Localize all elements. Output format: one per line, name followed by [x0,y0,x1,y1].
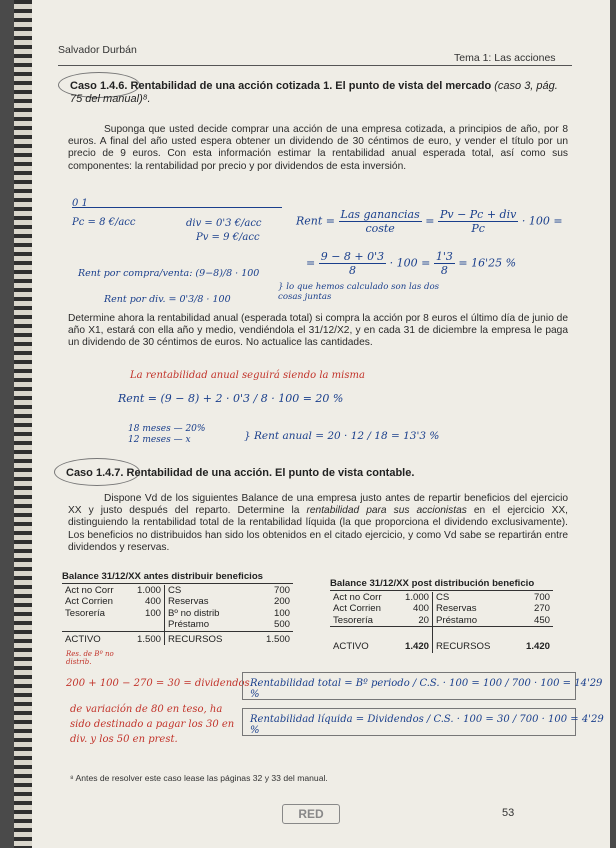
hand-pc: Pc = 8 €/acc [72,217,136,228]
balance-before-title: Balance 31/12/XX antes distribuir beneficios [62,571,293,584]
author-header: Salvador Durbán [58,44,137,56]
hand-rent-anual: } Rent anual = 20 · 12 / 18 = 13'3 % [244,430,440,442]
hand-frac-pv: $\frac{\text{Pv − Pc + div}}{Pc}$ [439,208,517,235]
hand-rule-of-three: 18 meses — 20% 12 meses — x [128,424,206,445]
page-number: 53 [502,807,515,819]
chapter-header: Tema 1: Las acciones [454,52,556,64]
hand-small-red-note: Res. de Bº no distrib. [66,650,114,666]
case-146-title [70,80,570,106]
hand-div: div = 0'3 €/acc [186,218,262,229]
table-row: Act no Corr 1.000 CS 700 [65,585,290,596]
header-rule [58,65,572,66]
hand-pv: Pv = 9 €/acc [196,232,260,243]
publisher-logo: RED [282,804,340,824]
hand-rent-label: Rent = [296,214,336,228]
hand-frac-result2: $\frac{1'3}{8}$ [435,250,453,277]
hand-rent-price: Rent por compra/venta: (9−8)/8 · 100 [78,268,260,279]
hand-explanation: de variación de 80 en teso, ha sido destinado a pagar los 30 en div. y los 50 en prest. [70,704,235,745]
hand-result-16-25: = 16'25 % [458,256,517,270]
document-page [14,0,610,848]
table-row: Préstamo 500 [62,619,293,631]
hand-frac-result1: $\frac{9 - 8 + 0'3}{8}$ [320,250,385,277]
case-146-title-text: Caso 1.4.6. Rentabilidad de una acción cotizada 1. El punto de vista del mercado [70,80,492,92]
balance-after [330,578,553,653]
hand-timeline-start: 0 1 [72,198,88,209]
hand-rent-formula: Rent = $\frac{\text{Las ganancias}}{\text{coste}}$ = $\frac{\text{Pv − Pc + div}}{Pc}$ · 100 = [296,208,563,235]
table-row: Tesorería 20 Préstamo 450 [333,614,550,626]
case-147-title: Caso 1.4.7. Rentabilidad de una acción. El punto de vista contable. [66,467,415,479]
hand-rent2-formula: Rent = (9 − 8) + 2 · 0'3 / 8 · 100 = 20 % [118,392,344,405]
spiral-binding [14,0,32,848]
hand-rent-total: Rentabilidad total = Bº periodo / C.S. · 100 = 100 / 700 · 100 = 14'29 % [250,678,603,700]
table-row: Act Corrien 400 Reservas 200 [65,596,290,608]
balance-after-table [330,592,553,653]
case-147-statement: Dispone Vd de los siguientes Balance de una empresa justo antes de repartir beneficios del ejercicio XX y justo después del reparto. Determine la rentabilidad para sus accionistas en el ejercicio XX, distinguiendo la rentabilidad total de la rentabilidad líquida (la que proporciona el dividendo exclusivamente). Los beneficios no distribuidos han sido los obtenidos en el citado ejercicio, y como Vd sabe se repartirán entre dividendos y reservas. [68,493,568,553]
case-146-question-2: Determine ahora la rentabilidad anual (esperada total) si compra la acción por 8 euros el último día de junio de año X1, estará con ella año y medio, vendiéndola el 31/12/X2, y en cada 31 de diciembre la empresa le paga un dividendo de 30 céntimos de euros. No actualice las cantidades. [68,313,568,349]
table-row-total: ACTIVO 1.420 RECURSOS 1.420 [330,627,553,653]
balance-after-title: Balance 31/12/XX post distribución beneficio [330,578,553,591]
balance-before-table [62,585,293,645]
balance-before [62,571,293,645]
hand-calc-dividends: 200 + 100 − 270 = 30 = dividendos [66,678,250,689]
hand-red-note: La rentabilidad anual seguirá siendo la misma [130,370,365,381]
table-row: Act Corrien 400 Reservas 270 [333,603,550,615]
hand-rent-liquida: Rentabilidad líquida = Dividendos / C.S. · 100 = 30 / 700 · 100 = 4'29 % [250,714,604,736]
hand-note-sum: } lo que hemos calculado son las dos cosas juntas [278,282,440,302]
table-row: Act no Corr 1.000 CS 700 [333,592,550,603]
hand-frac-gain: $\frac{\text{Las ganancias}}{\text{coste}}$ [340,208,420,235]
hand-timeline-line [72,207,282,208]
hand-rent-div: Rent por div. = 0'3/8 · 100 [104,294,231,305]
table-row: Tesorería 100 Bº no distrib 100 [65,607,290,619]
table-row-total: ACTIVO 1.500 RECURSOS 1.500 [62,631,293,645]
hand-rent-result: = $\frac{9 - 8 + 0'3}{8}$ · 100 = $\frac{1'3}{8}$ = 16'25 % [306,250,517,277]
footnote: ⁸ Antes de resolver este caso lease las páginas 32 y 33 del manual. [70,773,328,783]
case-146-title-ref: (caso 3, pág. 75 del manual)⁸. [70,80,558,105]
case-146-statement: Suponga que usted decide comprar una acción de una empresa cotizada, a principios de año, por 8 euros. A final del año usted espera obtener un dividendo de 30 céntimos de euro, y vender el título por un precio de 9 euros. Con esta información estimar la rentabilidad anual esperada total, así como sus componentes: la rentabilidad por precio y por dividendos de esta inversión. [68,124,568,172]
